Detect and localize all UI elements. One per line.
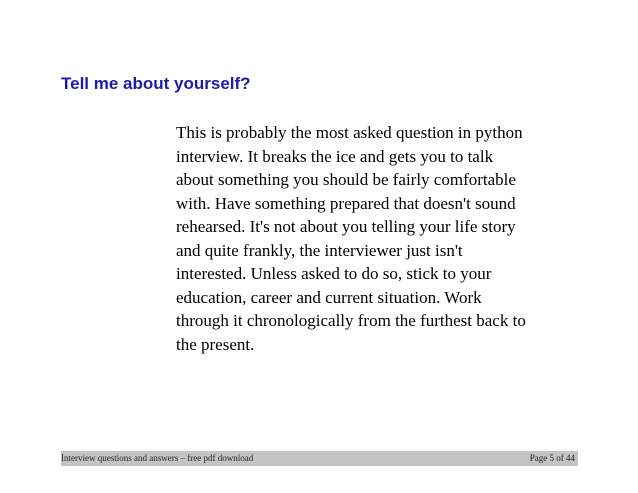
answer-line: through it chronologically from the furthest back to [176,311,526,330]
answer-line: education, career and current situation. Work [176,287,482,307]
answer-line: interview. It breaks the ice and gets you to talk [176,146,494,166]
answer-line: and quite frankly, the interviewer just isn't [176,240,463,260]
answer-line: about something you should be fairly comfortable [176,170,516,189]
answer-paragraph [176,121,596,356]
answer-line: interested. Unless asked to do so, stick to your [176,264,492,283]
answer-line: rehearsed. It's not about you telling your life story [176,217,516,236]
footer-bar [61,451,578,466]
answer-line: This is probably the most asked question in python [176,123,523,142]
answer-line: the present. [176,334,255,354]
page-number: Page 5 of 44 [529,453,575,463]
answer-line: with. Have something prepared that doesn't sound [176,193,516,213]
question-heading: Tell me about yourself? [61,74,251,93]
footer-source-text: Interview questions and answers – free pdf download [61,453,254,463]
